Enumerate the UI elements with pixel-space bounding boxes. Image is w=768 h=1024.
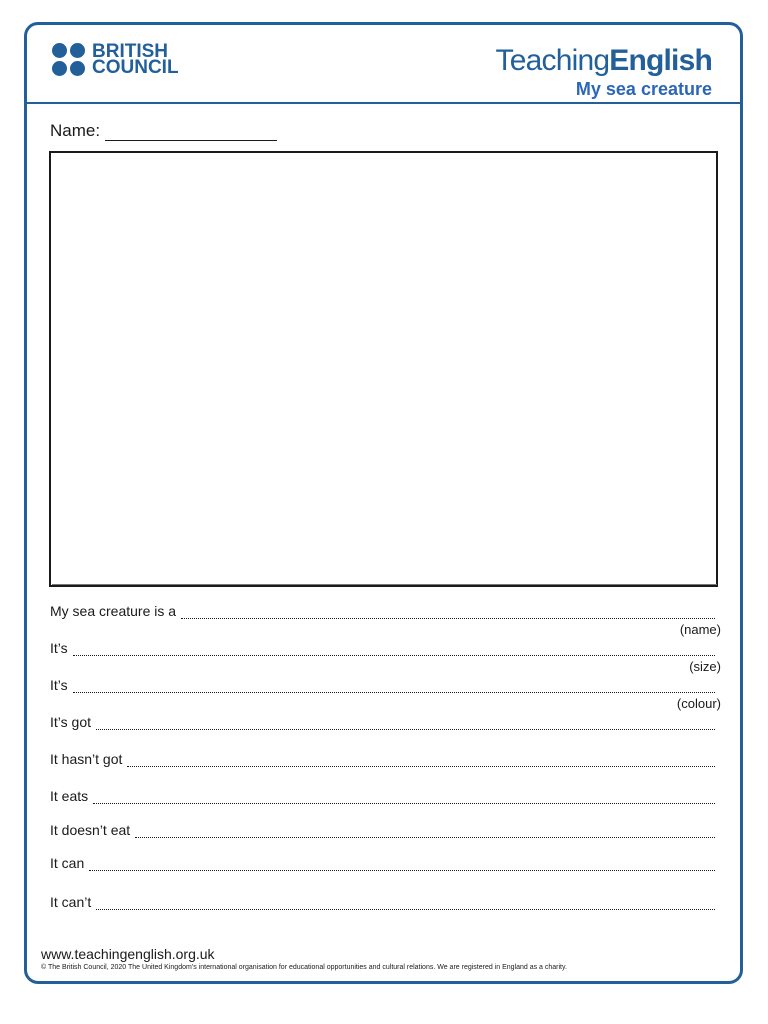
prompt-label: It’s [50,677,68,693]
prompt-label: It eats [50,788,89,804]
prompt-write-line[interactable] [135,825,715,838]
name-write-line[interactable] [105,124,277,141]
british-council-logo [52,40,179,78]
prompt-label: It hasn’t got [50,751,123,767]
prompt-label: It’s got [50,714,91,730]
brand-bold: English [609,44,712,77]
drawing-area-bottom-rule [52,584,717,585]
name-field [50,121,277,141]
prompt-row [50,855,715,871]
prompt-hint: (colour) [676,696,721,711]
prompt-write-line[interactable] [96,897,715,910]
prompt-label: It’s [50,640,68,656]
prompt-write-line[interactable] [73,680,715,693]
prompt-row [50,677,715,693]
prompt-write-line[interactable] [73,643,715,656]
prompt-row [50,751,715,767]
prompt-write-line[interactable] [127,754,715,767]
prompt-row [50,640,715,656]
prompt-row [50,714,715,730]
header-divider [24,102,743,104]
prompt-write-line[interactable] [96,717,715,730]
prompt-write-line[interactable] [181,606,715,619]
prompt-label: My sea creature is a [50,603,177,619]
british-council-dots-icon [52,43,85,76]
footer-copyright: © The British Council, 2020 The United Kingdom’s international organisation for educational opportunities and cultural relations. We are registered in England as a charity. [41,964,567,971]
british-council-wordmark: BRITISH COUNCIL [92,40,179,78]
prompt-row [50,788,715,804]
drawing-area[interactable] [49,151,718,587]
prompt-write-line[interactable] [93,791,715,804]
prompt-row [50,894,715,910]
prompt-label: It can’t [50,894,92,910]
brand-light: Teaching [495,44,610,77]
prompt-label: It doesn’t eat [50,822,131,838]
prompt-row [50,822,715,838]
footer-url[interactable]: www.teachingenglish.org.uk [41,946,215,962]
worksheet-title: My sea creature [575,79,712,99]
prompt-hint: (size) [689,659,721,674]
prompt-row [50,603,715,619]
teachingenglish-logo [496,44,712,78]
prompt-label: It can [50,855,85,871]
name-label: Name: [50,121,101,140]
prompt-write-line[interactable] [89,858,715,871]
prompt-hint: (name) [679,622,721,637]
